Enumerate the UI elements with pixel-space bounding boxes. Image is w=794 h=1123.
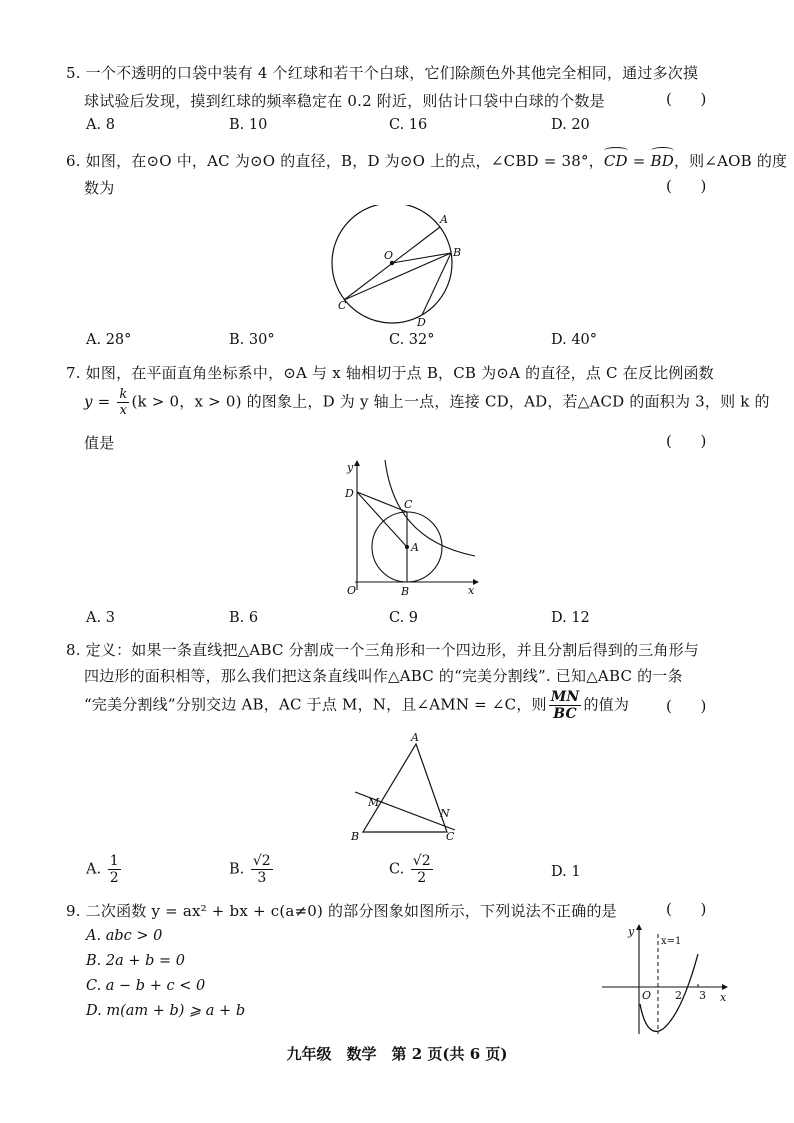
q8-option-b [229,854,275,885]
q7-frac-num: k [119,387,128,402]
q5-stem-line2: 球试验后发现，摸到红球的频率稳定在 0.2 附近，则估计口袋中白球的个数是 [84,92,605,110]
q8-fraction-mn-over-bc [549,690,582,721]
q6-segment-ob [392,253,451,263]
q8-option-a-letter: A. [86,861,102,878]
q6-label-o: O [384,249,394,262]
q6-segment-bd [422,253,451,315]
q9-option-c: C. a − b + c < 0 [86,978,206,994]
q8-option-c-fraction [411,854,433,885]
q7-segment-da [357,492,407,547]
q6-stem-line1 [66,150,787,171]
q8-option-a [86,854,123,885]
q5-option-c: C. 16 [389,117,428,133]
q9-label-3: 3 [699,989,706,1002]
q8-triangle-figure [345,732,475,844]
q7-fraction-k-over-x [117,388,129,417]
q7-option-b: B. 6 [229,610,259,626]
q6-option-c: C. 32° [389,332,435,348]
q8-stem-line2: 四边形的面积相等，那么我们把这条直线叫作△ABC 的“完美分割线”. 已知△ABC 的一条 [84,667,683,685]
q9-option-a: A. abc > 0 [86,928,163,944]
q9-answer-paren: ( ) [666,900,707,918]
q8-option-a-den: 2 [109,870,119,886]
q9-label-x-eq-1: x=1 [661,936,682,947]
q8-option-a-num: 1 [109,853,119,869]
q9-label-o: O [642,989,652,1002]
q7-y-equals: y = [84,392,111,411]
q9-option-d: D. m(am + b) ⩾ a + b [86,1003,246,1019]
q7-stem-line3: 值是 [84,434,115,452]
q7-center-dot [405,545,409,549]
q8-option-d [551,864,581,880]
q8-frac-den: BC [553,706,577,722]
q7-option-c: C. 9 [389,610,419,626]
q9-stem-line1: 9. 二次函数 y = ax² + bx + c(a≠0) 的部分图象如图所示，下列说法不正确的是 [66,902,617,920]
q6-answer-paren: ( ) [666,177,707,195]
q7-coordinate-figure [335,458,485,600]
q8-label-n: N [440,807,450,820]
q8-triangle-abc [363,744,447,832]
q8-option-d-value: 1 [571,864,581,880]
q7-stem-part2: (k > 0，x > 0) 的图象上，D 为 y 轴上一点，连接 CD，AD，若△ACD 的面积为 3，则 k 的 [131,392,770,411]
q5-option-d: D. 20 [551,117,590,133]
q6-label-b: B [453,246,462,259]
q5-answer-paren: ( ) [666,90,707,108]
q6-option-d: D. 40° [551,332,598,348]
q8-option-b-fraction [251,854,273,885]
page-footer: 九年级 数学 第 2 页(共 6 页) [286,1045,508,1063]
q8-label-m: M [368,796,380,809]
q5-stem-line1: 5. 一个不透明的口袋中装有 4 个红球和若干个白球，它们除颜色外其他完全相同，通过多次摸 [66,64,699,82]
q6-arc-bd: BD [650,152,674,170]
q9-label-x: x [720,991,727,1004]
q7-option-d: D. 12 [551,610,590,626]
q5-option-b: B. 10 [229,117,268,133]
q9-option-b: B. 2a + b = 0 [86,953,185,969]
q7-label-d: D [345,487,354,500]
q7-stem-line2 [84,388,770,417]
q6-option-b: B. 30° [229,332,275,348]
q6-stem-part1: 6. 如图，在⊙O 中，AC 为⊙O 的直径，B，D 为⊙O 上的点，∠CBD = 38°， [66,152,604,170]
q9-y-arrow [636,924,642,930]
q8-label-b: B [351,830,360,843]
q8-option-b-letter: B. [229,861,245,878]
q8-frac-num: MN [550,689,580,705]
q7-option-a: A. 3 [86,610,115,626]
q9-parabola-figure [598,920,734,1038]
q8-option-b-den: 3 [257,870,267,886]
q7-label-c: C [404,498,413,511]
q7-hyperbola [385,460,475,556]
q7-label-x: x [468,584,475,597]
q8-label-c: C [446,830,455,843]
q5-option-a: A. 8 [86,117,115,133]
q6-label-a: A [440,213,448,226]
q7-label-y: y [347,461,354,474]
q6-segment-cb [344,253,451,300]
q9-x-arrow [722,984,728,990]
q7-segment-dc [357,492,407,512]
q8-option-a-fraction [108,854,121,885]
q8-label-a: A [411,732,419,744]
q7-label-a: A [411,541,419,554]
q7-label-b: B [401,585,410,598]
q6-equals: = [627,152,651,170]
q7-y-arrow [354,460,360,466]
q6-arc-cd: CD [603,152,628,170]
q7-label-o: O [347,584,357,597]
q6-circle-figure [325,205,475,335]
q7-frac-den: x [119,403,128,418]
q8-answer-paren: ( ) [666,697,707,715]
q6-label-d: D [417,316,426,329]
q8-option-b-num: √2 [252,853,271,869]
q6-label-c: C [338,299,347,312]
q9-label-y: y [628,925,635,938]
q7-stem-line1: 7. 如图，在平面直角坐标系中，⊙A 与 x 轴相切于点 B，CB 为⊙A 的直径，点 C 在反比例函数 [66,364,714,382]
q8-option-c-num: √2 [412,853,431,869]
q8-option-c-den: 2 [417,870,427,886]
q8-option-d-letter: D. [551,864,567,880]
q8-option-c-letter: C. [389,861,405,878]
q8-stem-part2: 的值为 [583,695,630,714]
q9-label-2: 2 [675,989,682,1002]
q7-answer-paren: ( ) [666,432,707,450]
q6-stem-part2: ，则∠AOB 的度 [673,152,788,170]
q8-stem-line3 [84,690,629,721]
q8-stem-part1: “完美分割线”分别交边 AB，AC 于点 M，N，且∠AMN = ∠C，则 [84,695,547,714]
q6-option-a: A. 28° [86,332,132,348]
q8-option-c [389,854,435,885]
q6-stem-line2: 数为 [84,179,115,197]
q8-stem-line1: 8. 定义：如果一条直线把△ABC 分割成一个三角形和一个四边形，并且分割后得到的三角形与 [66,641,699,659]
